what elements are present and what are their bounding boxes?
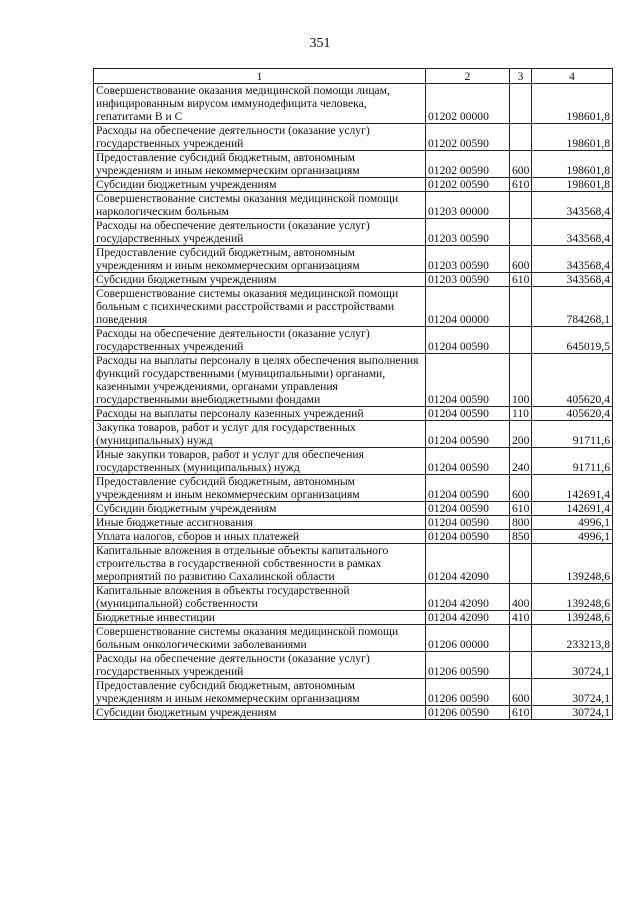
row-code: 01204 42090 bbox=[426, 611, 510, 625]
row-code: 01203 00590 bbox=[426, 273, 510, 287]
table-row bbox=[94, 354, 613, 407]
table-row bbox=[94, 407, 613, 421]
table-row bbox=[94, 151, 613, 178]
row-name: Совершенствование системы оказания медицинской помощи больным с психическими расстройствами и расстройствами поведения bbox=[94, 287, 426, 327]
row-code: 01204 00590 bbox=[426, 421, 510, 448]
row-name: Расходы на обеспечение деятельности (оказание услуг) государственных учреждений bbox=[94, 327, 426, 354]
row-name: Иные закупки товаров, работ и услуг для обеспечения государственных (муниципальных) нужд bbox=[94, 448, 426, 475]
row-type bbox=[510, 124, 532, 151]
row-name: Предоставление субсидий бюджетным, автономным учреждениям и иным некоммерческим организациям bbox=[94, 475, 426, 502]
row-amount: 198601,8 bbox=[532, 151, 613, 178]
row-type bbox=[510, 652, 532, 679]
row-amount: 142691,4 bbox=[532, 475, 613, 502]
row-amount: 198601,8 bbox=[532, 178, 613, 192]
row-code: 01202 00590 bbox=[426, 178, 510, 192]
row-code: 01202 00590 bbox=[426, 151, 510, 178]
row-code: 01202 00000 bbox=[426, 84, 510, 124]
row-type: 610 bbox=[510, 502, 532, 516]
row-name: Расходы на обеспечение деятельности (оказание услуг) государственных учреждений bbox=[94, 652, 426, 679]
row-amount: 645019,5 bbox=[532, 327, 613, 354]
column-header-amount: 4 bbox=[532, 69, 613, 84]
page-number: 351 bbox=[309, 36, 331, 51]
row-type bbox=[510, 219, 532, 246]
row-amount: 405620,4 bbox=[532, 407, 613, 421]
row-amount: 198601,8 bbox=[532, 124, 613, 151]
row-type: 600 bbox=[510, 151, 532, 178]
row-name: Иные бюджетные ассигнования bbox=[94, 516, 426, 530]
row-amount: 4996,1 bbox=[532, 516, 613, 530]
row-type: 410 bbox=[510, 611, 532, 625]
row-amount: 30724,1 bbox=[532, 706, 613, 720]
row-code: 01203 00590 bbox=[426, 219, 510, 246]
row-name: Совершенствование системы оказания медицинской помощи больным онкологическими заболеваниями bbox=[94, 625, 426, 652]
row-type bbox=[510, 544, 532, 584]
table-row bbox=[94, 192, 613, 219]
row-amount: 405620,4 bbox=[532, 354, 613, 407]
table-row bbox=[94, 124, 613, 151]
table-row bbox=[94, 530, 613, 544]
row-amount: 343568,4 bbox=[532, 246, 613, 273]
row-name: Субсидии бюджетным учреждениям bbox=[94, 273, 426, 287]
row-amount: 343568,4 bbox=[532, 273, 613, 287]
row-type bbox=[510, 625, 532, 652]
row-type: 850 bbox=[510, 530, 532, 544]
row-name: Субсидии бюджетным учреждениям bbox=[94, 502, 426, 516]
table-row bbox=[94, 448, 613, 475]
header-row bbox=[94, 69, 613, 84]
table-row bbox=[94, 652, 613, 679]
row-type: 600 bbox=[510, 475, 532, 502]
row-amount: 139248,6 bbox=[532, 544, 613, 584]
row-type: 100 bbox=[510, 354, 532, 407]
table-row bbox=[94, 584, 613, 611]
row-code: 01204 00590 bbox=[426, 516, 510, 530]
row-type: 600 bbox=[510, 679, 532, 706]
row-amount: 30724,1 bbox=[532, 652, 613, 679]
table-row bbox=[94, 679, 613, 706]
row-type: 610 bbox=[510, 178, 532, 192]
row-type: 800 bbox=[510, 516, 532, 530]
row-name: Уплата налогов, сборов и иных платежей bbox=[94, 530, 426, 544]
row-code: 01203 00000 bbox=[426, 192, 510, 219]
table-row bbox=[94, 246, 613, 273]
table-row bbox=[94, 625, 613, 652]
table-header bbox=[94, 69, 613, 84]
row-code: 01204 00000 bbox=[426, 287, 510, 327]
row-code: 01204 00590 bbox=[426, 502, 510, 516]
table-row bbox=[94, 544, 613, 584]
row-code: 01204 00590 bbox=[426, 354, 510, 407]
table-row bbox=[94, 421, 613, 448]
row-name: Расходы на выплаты персоналу казенных учреждений bbox=[94, 407, 426, 421]
row-type: 610 bbox=[510, 273, 532, 287]
table-row bbox=[94, 273, 613, 287]
row-type: 400 bbox=[510, 584, 532, 611]
row-code: 01202 00590 bbox=[426, 124, 510, 151]
row-code: 01204 00590 bbox=[426, 327, 510, 354]
row-amount: 784268,1 bbox=[532, 287, 613, 327]
row-name: Бюджетные инвестиции bbox=[94, 611, 426, 625]
row-type: 610 bbox=[510, 706, 532, 720]
row-code: 01206 00000 bbox=[426, 625, 510, 652]
table-row bbox=[94, 611, 613, 625]
row-type bbox=[510, 192, 532, 219]
row-name: Субсидии бюджетным учреждениям bbox=[94, 178, 426, 192]
row-amount: 139248,6 bbox=[532, 611, 613, 625]
row-name: Предоставление субсидий бюджетным, автономным учреждениям и иным некоммерческим организациям bbox=[94, 679, 426, 706]
table-row bbox=[94, 178, 613, 192]
row-type: 110 bbox=[510, 407, 532, 421]
row-amount: 4996,1 bbox=[532, 530, 613, 544]
row-name: Расходы на обеспечение деятельности (оказание услуг) государственных учреждений bbox=[94, 124, 426, 151]
row-name: Закупка товаров, работ и услуг для государственных (муниципальных) нужд bbox=[94, 421, 426, 448]
row-name: Субсидии бюджетным учреждениям bbox=[94, 706, 426, 720]
table-body bbox=[94, 84, 613, 720]
row-code: 01204 00590 bbox=[426, 475, 510, 502]
row-code: 01204 00590 bbox=[426, 448, 510, 475]
table-row bbox=[94, 84, 613, 124]
row-name: Капитальные вложения в объекты государственной (муниципальной) собственности bbox=[94, 584, 426, 611]
table-row bbox=[94, 516, 613, 530]
column-header-code: 2 bbox=[426, 69, 510, 84]
row-type: 240 bbox=[510, 448, 532, 475]
row-name: Предоставление субсидий бюджетным, автономным учреждениям и иным некоммерческим организациям bbox=[94, 246, 426, 273]
row-type bbox=[510, 84, 532, 124]
row-code: 01204 42090 bbox=[426, 584, 510, 611]
column-header-type: 3 bbox=[510, 69, 532, 84]
row-name: Расходы на обеспечение деятельности (оказание услуг) государственных учреждений bbox=[94, 219, 426, 246]
row-amount: 343568,4 bbox=[532, 219, 613, 246]
row-type bbox=[510, 327, 532, 354]
row-name: Расходы на выплаты персоналу в целях обеспечения выполнения функций государственными (муниципальными) органами, казенными учреждениями, органами управления государственными внебюджетными фондами bbox=[94, 354, 426, 407]
row-code: 01203 00590 bbox=[426, 246, 510, 273]
row-type: 600 bbox=[510, 246, 532, 273]
row-amount: 139248,6 bbox=[532, 584, 613, 611]
row-code: 01206 00590 bbox=[426, 652, 510, 679]
row-amount: 91711,6 bbox=[532, 448, 613, 475]
row-code: 01204 00590 bbox=[426, 407, 510, 421]
row-amount: 30724,1 bbox=[532, 679, 613, 706]
row-name: Капитальные вложения в отдельные объекты капитального строительства в государственной собственности в рамках мероприятий по развитию Сахалинской области bbox=[94, 544, 426, 584]
budget-table bbox=[93, 68, 613, 720]
row-code: 01204 00590 bbox=[426, 530, 510, 544]
table-row bbox=[94, 287, 613, 327]
row-type bbox=[510, 287, 532, 327]
table-row bbox=[94, 502, 613, 516]
table-row bbox=[94, 327, 613, 354]
row-code: 01206 00590 bbox=[426, 706, 510, 720]
row-amount: 91711,6 bbox=[532, 421, 613, 448]
row-amount: 233213,8 bbox=[532, 625, 613, 652]
row-name: Предоставление субсидий бюджетным, автономным учреждениям и иным некоммерческим организациям bbox=[94, 151, 426, 178]
row-amount: 198601,8 bbox=[532, 84, 613, 124]
table-row bbox=[94, 219, 613, 246]
row-type: 200 bbox=[510, 421, 532, 448]
row-name: Совершенствование оказания медицинской помощи лицам, инфицированным вирусом иммунодефицита человека, гепатитами В и С bbox=[94, 84, 426, 124]
row-name: Совершенствование системы оказания медицинской помощи наркологическим больным bbox=[94, 192, 426, 219]
row-amount: 343568,4 bbox=[532, 192, 613, 219]
row-amount: 142691,4 bbox=[532, 502, 613, 516]
row-code: 01204 42090 bbox=[426, 544, 510, 584]
table-row bbox=[94, 706, 613, 720]
row-code: 01206 00590 bbox=[426, 679, 510, 706]
column-header-name: 1 bbox=[94, 69, 426, 84]
table-row bbox=[94, 475, 613, 502]
